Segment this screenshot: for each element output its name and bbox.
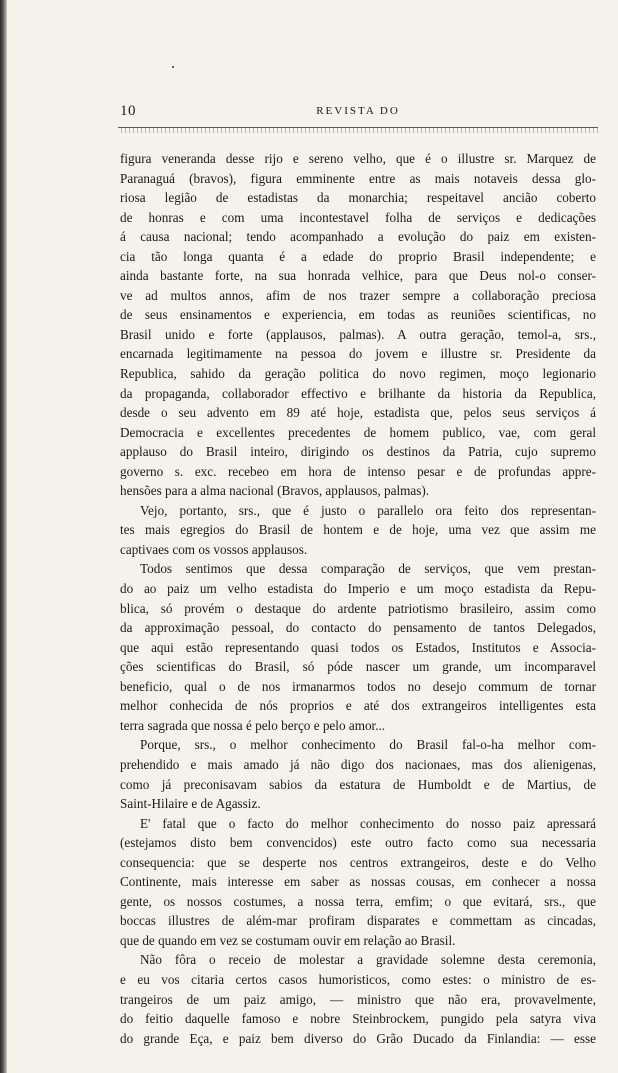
text-line: Vejo, portanto, srs., que é justo o parallelo ora feito dos representan- <box>140 502 596 518</box>
text-line: desde o seu advento em 89 até hoje, estadista que, pelos seus serviços á <box>120 405 596 421</box>
page-header <box>120 103 596 125</box>
text-line: beneficio, qual o de nos irmanarmos todos no desejo commum de tornar <box>120 678 596 694</box>
text-line: Porque, srs., o melhor conhecimento do Brasil fal-o-ha melhor com- <box>140 737 596 753</box>
text-line: gente, os nossos costumes, a nossa terra, emfim; o que evitará, srs., que <box>120 893 596 909</box>
text-line: terra sagrada que nossa é pelo berço e pelo amor... <box>120 717 386 733</box>
text-line: boccas illustres de além-mar profiram disparates e commettam as cincadas, <box>120 913 596 929</box>
text-line: da propaganda, collaborador effectivo e brilhante da historia da Republica, <box>120 385 596 401</box>
text-line: (estejamos disto bem convencidos) este outro facto como sua necessaria <box>120 835 596 851</box>
text-line: Saint-Hilaire e de Agassiz. <box>120 796 261 812</box>
page-number: 10 <box>120 103 136 119</box>
text-line: de seus ensinamentos e experiencia, em todas as reuniões scientificas, no <box>120 307 596 323</box>
text-line: figura veneranda desse rijo e sereno velho, que é o illustre sr. Marquez de <box>120 151 596 166</box>
text-line: que de quando em vez se costumam ouvir em relação ao Brasil. <box>120 932 456 948</box>
text-line: do grande Eça, e paiz bem diverso do Grão Ducado da Finlandia: — esse <box>120 1030 596 1046</box>
text-line: Todos sentimos que dessa comparação de serviços, que vem prestan- <box>140 561 596 577</box>
text-line: á causa nacional; tendo acompanhado a evolução do paiz em existen- <box>120 229 596 245</box>
text-line: que aqui estão representando quasi todos os Estados, Institutos e Associa- <box>120 639 596 655</box>
header-rule <box>118 127 598 133</box>
text-line: hensões para a alma nacional (Bravos, applausos, palmas). <box>120 483 430 499</box>
text-line: captivaes com os vossos applausos. <box>120 541 308 557</box>
text-line: prehendido e mais amado já não digo dos nacionaes, mas dos alienigenas, <box>120 756 596 772</box>
text-line: Continente, mais interesse em saber as nossas cousas, em conhecer a nossa <box>120 874 596 890</box>
text-line: ainda bastante forte, na sua honrada velhice, para que Deus nol-o conser- <box>120 268 596 284</box>
body-text <box>120 149 596 1048</box>
text-line: consequencia: que se desperte nos centros extrangeiros, deste e do Velho <box>120 854 596 870</box>
text-line: e eu vos citaria certos casos humoristicos, como estes: o ministro de es- <box>120 971 596 987</box>
text-line: de honras e com uma incontestavel folha de serviços e dedicações <box>120 209 596 225</box>
text-line: governo s. exc. recebeo em hora de intenso pesar e de profundas appre- <box>120 463 596 479</box>
text-line: do ao paiz um velho estadista do Imperio e um moço estadista da Repu- <box>120 581 596 597</box>
text-line: Republica, sahido da geração politica do novo regimen, moço legionario <box>120 366 596 382</box>
text-line: melhor conhecida de nós proprios e até dos extrangeiros intelligentes esta <box>120 698 596 714</box>
text-line: Não fôra o receio de molestar a gravidade solemne desta ceremonia, <box>140 952 596 968</box>
text-line: do feitio daquelle famoso e nobre Steinbrockem, pungido pela satyra viva <box>120 1011 596 1027</box>
text-line: encarnada legitimamente na pessoa do jovem e illustre sr. Presidente da <box>120 346 596 362</box>
text-line: tes mais egregios do Brasil de hontem e de hoje, uma vez que assim me <box>120 522 596 538</box>
text-line: Democracia e excellentes precedentes de homem publico, vae, com geral <box>120 424 596 440</box>
text-line: Brasil unido e forte (applausos, palmas). A outra geração, temol-a, srs., <box>120 326 596 342</box>
text-line: blica, só provém o destaque do ardente patriotismo brasileiro, assim como <box>120 600 596 616</box>
text-line: trangeiros de um paiz amigo, — ministro que não era, provavelmente, <box>120 991 596 1007</box>
text-line: da approximação pessoal, do contacto do pensamento de tantos Delegados, <box>120 620 596 636</box>
running-title: REVISTA DO <box>316 105 400 117</box>
text-line: cia tão longa quanta é a edade do proprio Brasil independente; e <box>120 248 596 264</box>
text-line: applauso do Brasil inteiro, dirigindo os destinos da Patria, cujo supremo <box>120 444 596 460</box>
text-line: ções scientificas do Brasil, só póde nascer um grande, um incomparavel <box>120 659 596 675</box>
text-line: ve ad multos annos, afim de nos trazer sempre a collaboração preciosa <box>120 287 596 303</box>
text-line: riosa legião de estadistas da monarchia; respeitavel ancião coberto <box>120 190 596 206</box>
text-line: E' fatal que o facto do melhor conhecimento do nosso paiz apressará <box>140 815 596 831</box>
ink-speck <box>172 66 174 68</box>
page-binding-edge <box>0 0 7 1073</box>
text-line: Paranaguá (bravos), figura emminente entre as mais notaveis dessa glo- <box>120 170 596 186</box>
text-line: como já preconisavam sabios da estatura de Humboldt e de Martius, de <box>120 776 596 792</box>
